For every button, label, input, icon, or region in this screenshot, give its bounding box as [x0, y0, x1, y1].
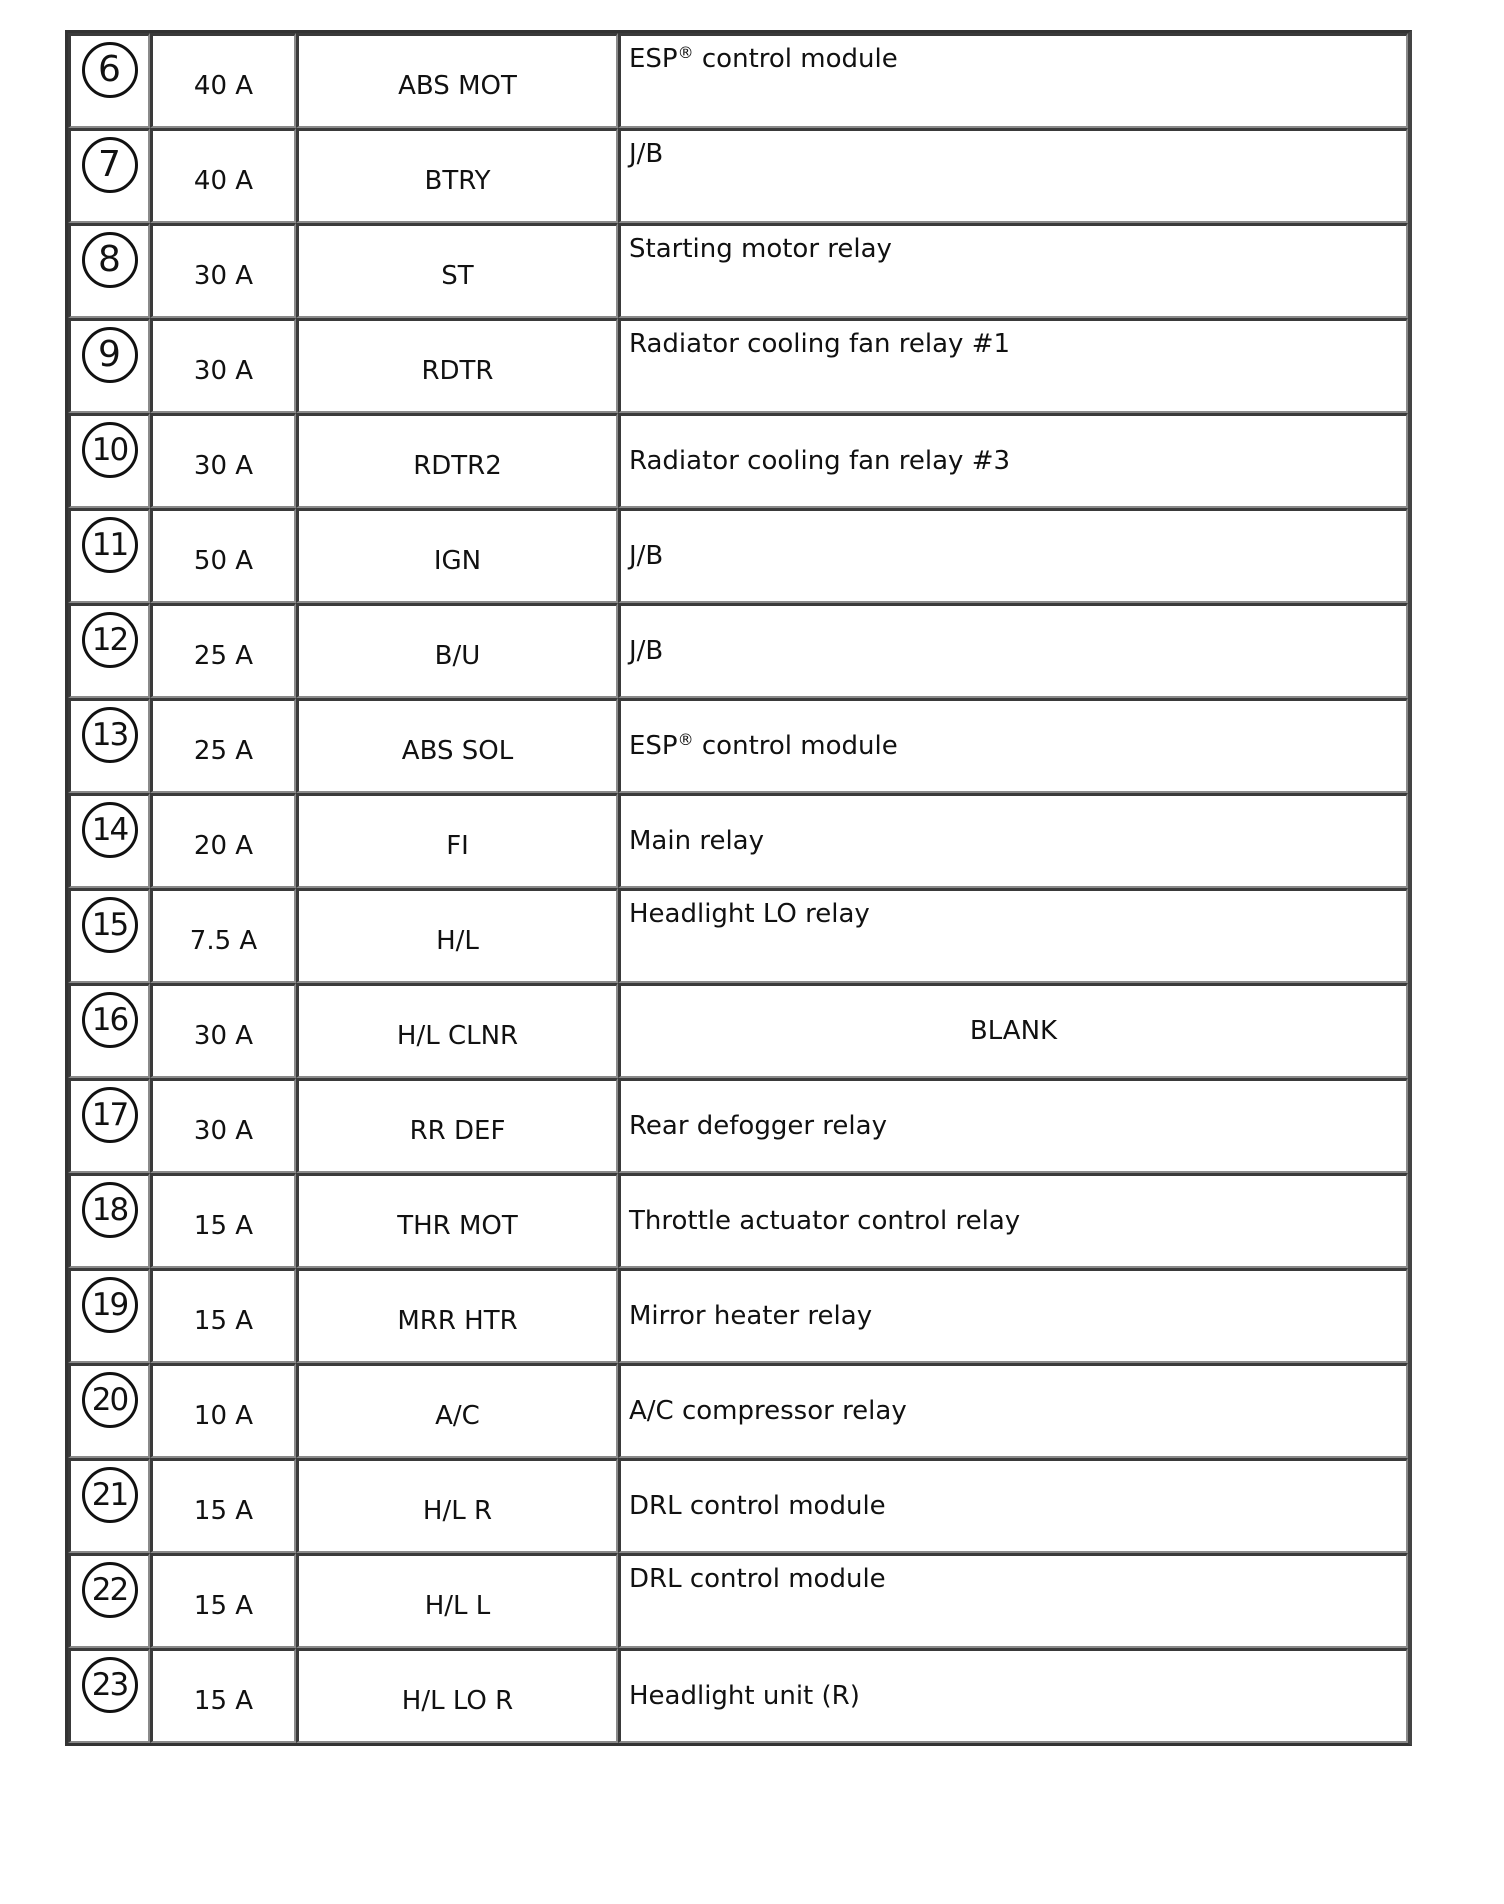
- fuse-protected-circuit: [618, 603, 1408, 698]
- fuse-number-circle: 22: [82, 1562, 138, 1618]
- fuse-amperage: 40 A: [150, 33, 296, 128]
- fuse-row: [68, 223, 1408, 318]
- desc-text: Radiator cooling fan relay #1: [629, 329, 1011, 359]
- fuse-number-circle: 21: [82, 1467, 138, 1523]
- fuse-amperage: 40 A: [150, 128, 296, 223]
- fuse-number-cell: [68, 223, 150, 318]
- fuse-row: [68, 983, 1408, 1078]
- desc-text: J/B: [629, 636, 664, 666]
- fuse-number-cell: [68, 983, 150, 1078]
- fuse-number-circle: 11: [82, 517, 138, 573]
- fuse-number-circle: 10: [82, 422, 138, 478]
- desc-text: Main relay: [629, 826, 764, 856]
- fuse-number-cell: [68, 698, 150, 793]
- fuse-number-cell: [68, 1648, 150, 1743]
- fuse-amperage: 15 A: [150, 1458, 296, 1553]
- desc-text: ESP: [629, 731, 678, 761]
- fuse-amperage: 25 A: [150, 603, 296, 698]
- fuse-name: MRR HTR: [296, 1268, 618, 1363]
- fuse-row: [68, 1648, 1408, 1743]
- fuse-name: H/L CLNR: [296, 983, 618, 1078]
- desc-text: J/B: [629, 541, 664, 571]
- fuse-row: [68, 698, 1408, 793]
- fuse-protected-circuit: [618, 698, 1408, 793]
- fuse-number-circle: 9: [82, 327, 138, 383]
- fuse-number-cell: [68, 128, 150, 223]
- fuse-row: [68, 793, 1408, 888]
- fuse-row: [68, 603, 1408, 698]
- fuse-amperage: 7.5 A: [150, 888, 296, 983]
- fuse-name: RDTR2: [296, 413, 618, 508]
- fuse-number-cell: [68, 1458, 150, 1553]
- fuse-protected-circuit: [618, 1458, 1408, 1553]
- fuse-name: H/L L: [296, 1553, 618, 1648]
- fuse-protected-circuit: [618, 1173, 1408, 1268]
- fuse-name: H/L: [296, 888, 618, 983]
- fuse-number-cell: [68, 508, 150, 603]
- fuse-number-cell: [68, 793, 150, 888]
- desc-text: Throttle actuator control relay: [629, 1206, 1021, 1236]
- fuse-protected-circuit: [618, 508, 1408, 603]
- fuse-row: [68, 33, 1408, 128]
- fuse-protected-circuit: [618, 1648, 1408, 1743]
- desc-text: Headlight LO relay: [629, 899, 870, 929]
- fuse-amperage: 30 A: [150, 1078, 296, 1173]
- fuse-protected-circuit: [618, 1268, 1408, 1363]
- fuse-name: ABS SOL: [296, 698, 618, 793]
- desc-text: J/B: [629, 139, 664, 169]
- fuse-amperage: 30 A: [150, 983, 296, 1078]
- fuse-number-cell: [68, 318, 150, 413]
- fuse-row: [68, 1553, 1408, 1648]
- fuse-row: [68, 1363, 1408, 1458]
- desc-text: Starting motor relay: [629, 234, 892, 264]
- fuse-amperage: 30 A: [150, 223, 296, 318]
- registered-mark: ®: [677, 43, 694, 62]
- fuse-row: [68, 888, 1408, 983]
- fuse-amperage: 15 A: [150, 1173, 296, 1268]
- desc-text: BLANK: [969, 1016, 1058, 1046]
- fuse-protected-circuit: [618, 223, 1408, 318]
- fuse-name: H/L R: [296, 1458, 618, 1553]
- fuse-number-circle: 13: [82, 707, 138, 763]
- fuse-table: [65, 30, 1412, 1746]
- fuse-amperage: 30 A: [150, 318, 296, 413]
- fuse-protected-circuit: [618, 793, 1408, 888]
- fuse-name: IGN: [296, 508, 618, 603]
- fuse-number-circle: 23: [82, 1657, 138, 1713]
- fuse-amperage: 15 A: [150, 1553, 296, 1648]
- desc-text: Headlight unit (R): [629, 1681, 860, 1711]
- registered-mark: ®: [677, 730, 694, 749]
- fuse-row: [68, 1078, 1408, 1173]
- desc-text: Mirror heater relay: [629, 1301, 873, 1331]
- fuse-number-circle: 20: [82, 1372, 138, 1428]
- fuse-amperage: 25 A: [150, 698, 296, 793]
- fuse-row: [68, 508, 1408, 603]
- fuse-amperage: 30 A: [150, 413, 296, 508]
- fuse-name: FI: [296, 793, 618, 888]
- fuse-protected-circuit: [618, 413, 1408, 508]
- fuse-row: [68, 318, 1408, 413]
- desc-suffix: control module: [693, 731, 898, 761]
- fuse-name: H/L LO R: [296, 1648, 618, 1743]
- fuse-row: [68, 1458, 1408, 1553]
- desc-text: Radiator cooling fan relay #3: [629, 446, 1011, 476]
- fuse-row: [68, 1268, 1408, 1363]
- fuse-protected-circuit: [618, 33, 1408, 128]
- fuse-number-circle: 18: [82, 1182, 138, 1238]
- fuse-number-circle: 19: [82, 1277, 138, 1333]
- fuse-number-circle: 8: [82, 232, 138, 288]
- fuse-protected-circuit: [618, 128, 1408, 223]
- fuse-name: B/U: [296, 603, 618, 698]
- desc-text: Rear defogger relay: [629, 1111, 887, 1141]
- fuse-name: ABS MOT: [296, 33, 618, 128]
- fuse-table-body: [68, 33, 1408, 1743]
- fuse-number-cell: [68, 1078, 150, 1173]
- fuse-protected-circuit: [618, 318, 1408, 413]
- fuse-protected-circuit: [618, 1553, 1408, 1648]
- fuse-name: A/C: [296, 1363, 618, 1458]
- fuse-number-circle: 12: [82, 612, 138, 668]
- fuse-number-cell: [68, 1363, 150, 1458]
- fuse-protected-circuit: [618, 1363, 1408, 1458]
- fuse-name: ST: [296, 223, 618, 318]
- fuse-row: [68, 413, 1408, 508]
- fuse-name: RR DEF: [296, 1078, 618, 1173]
- fuse-name: BTRY: [296, 128, 618, 223]
- fuse-amperage: 50 A: [150, 508, 296, 603]
- desc-text: DRL control module: [629, 1491, 886, 1521]
- fuse-number-circle: 16: [82, 992, 138, 1048]
- fuse-number-cell: [68, 603, 150, 698]
- fuse-number-cell: [68, 413, 150, 508]
- desc-suffix: control module: [693, 44, 898, 74]
- fuse-number-circle: 17: [82, 1087, 138, 1143]
- fuse-number-cell: [68, 888, 150, 983]
- fuse-number-cell: [68, 1553, 150, 1648]
- fuse-amperage: 15 A: [150, 1648, 296, 1743]
- fuse-amperage: 15 A: [150, 1268, 296, 1363]
- fuse-number-cell: [68, 1173, 150, 1268]
- fuse-amperage: 10 A: [150, 1363, 296, 1458]
- fuse-number-circle: 15: [82, 897, 138, 953]
- fuse-name: THR MOT: [296, 1173, 618, 1268]
- desc-text: DRL control module: [629, 1564, 886, 1594]
- fuse-number-circle: 6: [82, 42, 138, 98]
- fuse-name: RDTR: [296, 318, 618, 413]
- fuse-number-circle: 14: [82, 802, 138, 858]
- fuse-protected-circuit: [618, 888, 1408, 983]
- fuse-row: [68, 128, 1408, 223]
- desc-text: A/C compressor relay: [629, 1396, 907, 1426]
- fuse-protected-circuit: [618, 1078, 1408, 1173]
- fuse-number-circle: 7: [82, 137, 138, 193]
- desc-text: ESP: [629, 44, 678, 74]
- fuse-number-cell: [68, 33, 150, 128]
- fuse-protected-circuit: [618, 983, 1408, 1078]
- fuse-number-cell: [68, 1268, 150, 1363]
- fuse-amperage: 20 A: [150, 793, 296, 888]
- fuse-row: [68, 1173, 1408, 1268]
